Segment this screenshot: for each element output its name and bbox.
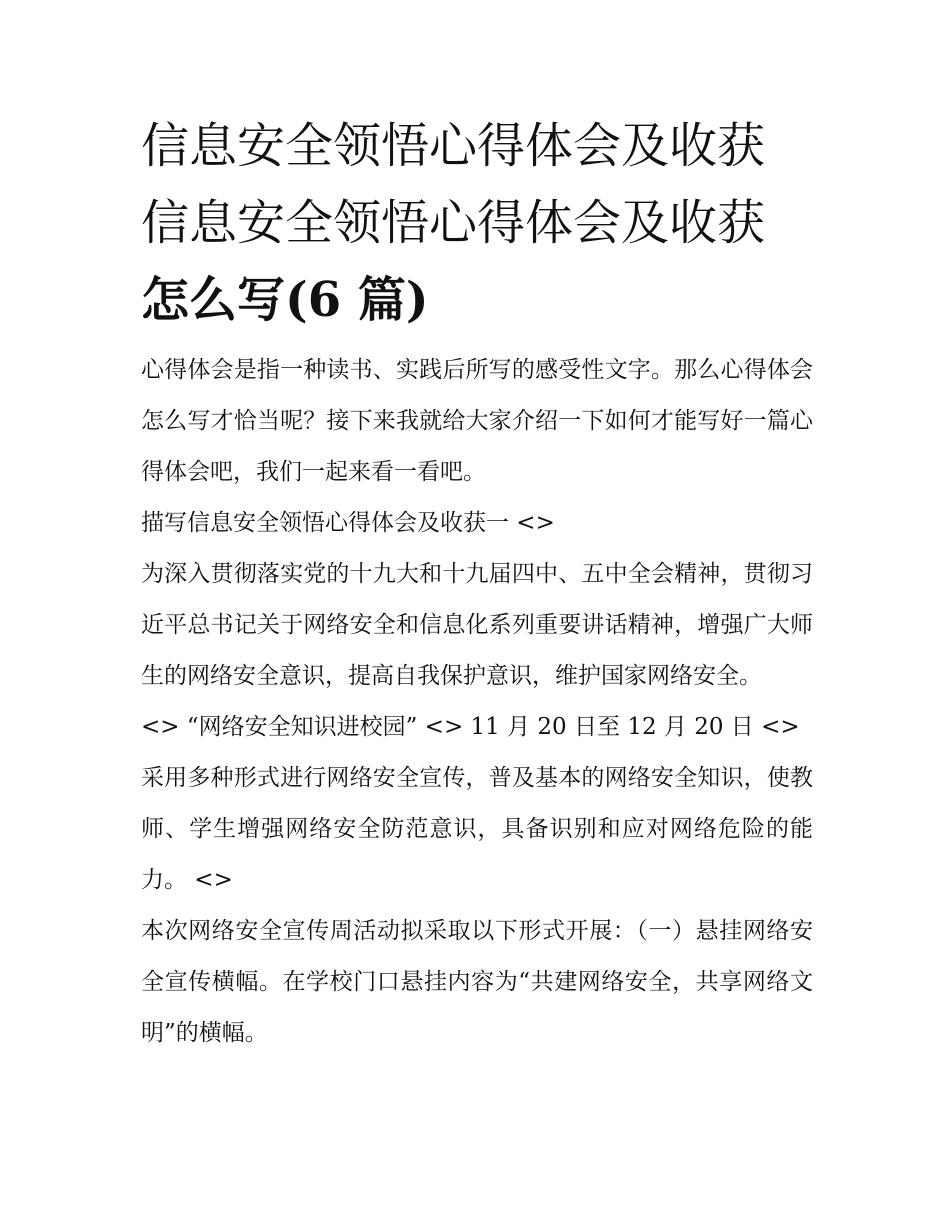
title-line-3: 怎么写(6 篇) <box>141 272 429 328</box>
section-heading: 描写信息安全领悟心得体会及收获一 <> <box>141 510 555 536</box>
theme-date-line: <> “网络安全知识进校园” <> 11 月 20 日至 12 月 20 日 <> <box>141 714 800 740</box>
method-paragraph: 采用多种形式进行网络安全宣传，普及基本的网络安全知识，使教师、学生增强网络安全防范意识，具备识别和应对网络危险的能力。 <> <box>141 765 813 893</box>
title-line-2: 信息安全领悟心得体会及收获 <box>141 195 766 251</box>
document-page <box>141 108 813 1059</box>
activity-paragraph: 本次网络安全宣传周活动拟采取以下形式开展：（一）悬挂网络安全宣传横幅。在学校门口悬挂内容为“共建网络安全，共享网络文明”的横幅。 <box>141 918 813 1046</box>
title-line-1: 信息安全领悟心得体会及收获 <box>141 118 766 174</box>
document-title <box>141 108 813 339</box>
purpose-paragraph: 为深入贯彻落实党的十九大和十九届四中、五中全会精神，贯彻习近平总书记关于网络安全和信息化系列重要讲话精神，增强广大师生的网络安全意识，提高自我保护意识，维护国家网络安全。 <box>141 561 813 689</box>
intro-paragraph: 心得体会是指一种读书、实践后所写的感受性文字。那么心得体会怎么写才恰当呢？接下来我就给大家介绍一下如何才能写好一篇心得体会吧，我们一起来看一看吧。 <box>141 357 813 485</box>
